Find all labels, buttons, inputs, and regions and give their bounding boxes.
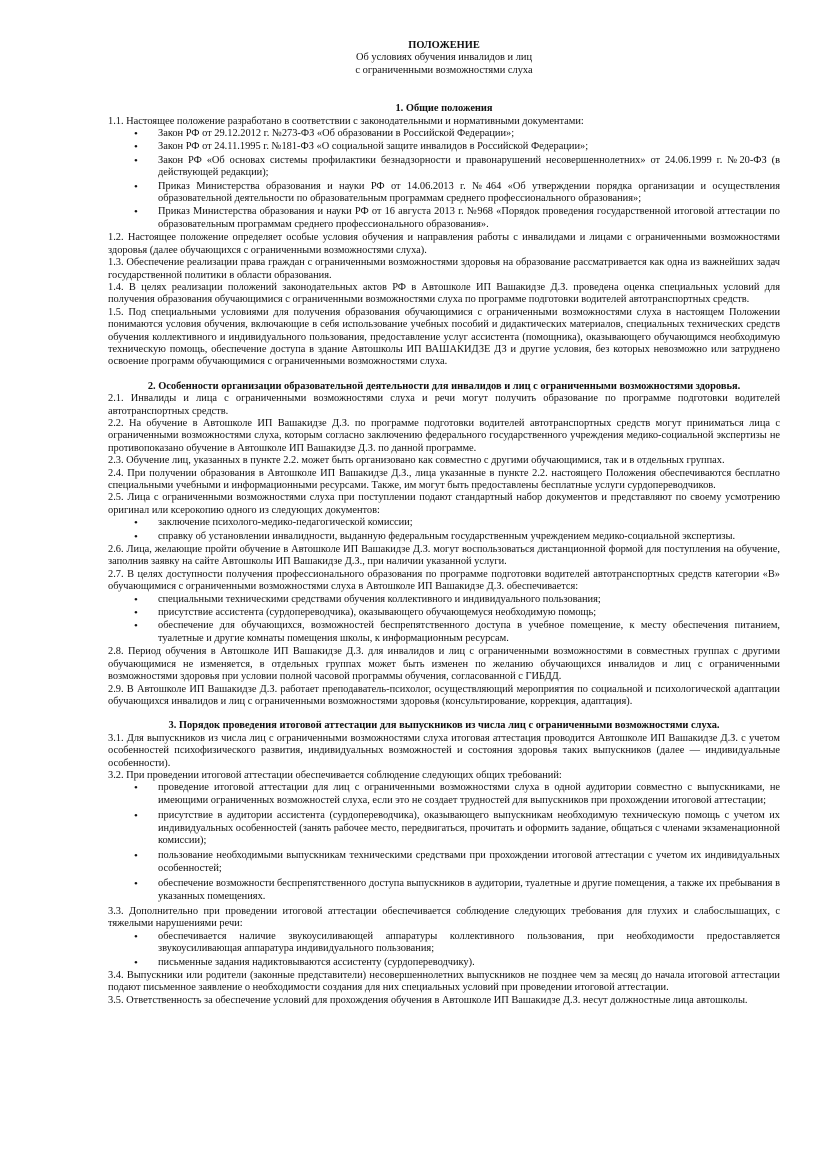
paragraph: 3.2. При проведении итоговой аттестации обеспечивается соблюдение следующих общих требований: — [108, 769, 562, 781]
paragraph: 2.9. В Автошколе ИП Вашакидзе Д.З. работает преподаватель-психолог, осуществляющий мероприятия по социальной и психологической адаптации обучающихся инвалидов и лиц с ограниченными возможностями здоровья (консультирование, коррекция, адаптация). — [108, 683, 780, 707]
list-item: • справку об установлении инвалидности, выданную федеральным государственным учреждением медико-социальной экспертизы. — [158, 531, 780, 543]
list-item: • пользование необходимыми выпускникам техническими средствами при прохождении итоговой аттестации с учетом их индивидуальных особенностей; — [158, 850, 780, 875]
list-item: • обеспечение для обучающихся, возможностей беспрепятственного доступа в учебное помещение, к месту обеспечения питанием, туалетные и другие комнаты помещения школы, к информационным ресурсам. — [158, 620, 780, 645]
document-subtitle-line1: Об условиях обучения инвалидов и лиц — [355, 52, 533, 64]
document-page — [108, 40, 780, 1007]
section-title: 1. Общие положения — [395, 103, 493, 115]
paragraph: 2.6. Лица, желающие пройти обучение в Автошколе ИП Вашакидзе Д.З. могут воспользоваться дистанционной формой для поступления на обучение, заполнив заявку на сайте Автошколы ИП Вашакидзе Д.З., при наличии указанной услуги. — [108, 544, 780, 568]
paragraph: 2.1. Инвалиды и лица с ограниченными возможностями слуха и речи могут получить образование по программе подготовки водителей автотранспортных средств. — [108, 393, 780, 417]
bullet-list — [108, 128, 780, 231]
paragraph: 1.2. Настоящее положение определяет особые условия обучения и направления работы с инвалидами и лицами с ограниченными возможностями здоровья (далее обучающихся с ограниченными возможностями слуха). — [108, 232, 780, 256]
paragraph: 3.4. Выпускники или родители (законные представители) несовершеннолетних выпускников не позднее чем за месяц до начала итоговой аттестации подают письменное заявление о необходимости создания для них специальных условий при проведении итоговой аттестации. — [108, 970, 780, 994]
list-item: • Закон РФ от 24.11.1995 г. №181-ФЗ «О социальной защите инвалидов в Российской Федерации»; — [158, 141, 780, 153]
list-item: • присутствие ассистента (сурдопереводчика), оказывающего обучающемуся необходимую помощь; — [158, 607, 780, 619]
document-heading: ПОЛОЖЕНИЕ — [408, 40, 480, 51]
bullet-list — [108, 931, 780, 969]
section-title: 3. Порядок проведения итоговой аттестации для выпускников из числа лиц с ограниченными возможностями слуха. — [168, 720, 720, 732]
paragraph: 2.5. Лица с ограниченными возможностями слуха при поступлении подают стандартный набор документов и представляют по своему усмотрению оригинал или ксерокопию одного из следующих документов: — [108, 492, 780, 516]
document-subtitle-line2: с ограниченными возможностями слуха — [355, 64, 533, 76]
paragraph: 1.5. Под специальными условиями для получения образования обучающимися с ограниченными возможностями слуха в настоящем Положении понимаются условия обучения, включающие в себя использование учебных пособий и дидактических материалов, специальных технических средств обучения коллективного и индивидуального пользования, предоставление услуг ассистента (помощника), оказывающего обучающимся необходимую техническую помощь, обеспечение доступа в здание Автошколы ИП ВАШАКИДЗЕ ДЗ и другие условия, без которых невозможно или затруднено освоение программ обучающимися с ограниченными возможностями слуха. — [108, 306, 780, 368]
document-title-block — [108, 40, 780, 77]
paragraph: 3.1. Для выпускников из числа лиц с ограниченными возможностями слуха итоговая аттестация проводится Автошколе ИП Вашакидзе Д.З. с учетом особенностей психофизического развития, индивидуальных возможностей и состояния здоровья таких выпускников (далее — индивидуальные особенности). — [108, 732, 780, 769]
paragraph: 2.8. Период обучения в Автошколе ИП Вашакидзе Д.З. для инвалидов и лиц с ограниченными возможностями в совместных группах с другими обучающимися не изменяется, в отдельных группах может быть изменен по желанию обучающихся инвалидов и лиц с ограниченными возможностями здоровья при условии полной часовой программы обучения, согласованной с ГИБДД. — [108, 646, 780, 683]
paragraph: 1.1. Настоящее положение разработано в соответствии с законодательными и нормативными документами: — [108, 115, 584, 127]
paragraph: 2.4. При получении образования в Автошколе ИП Вашакидзе Д.З., лица указанные в пункте 2.2. настоящего Положения обеспечиваются бесплатно специальными учебными и информационными ресурсами. Также, им могут быть предоставлены бесплатные услуги сурдопереводчиков. — [108, 467, 780, 491]
bullet-list — [108, 517, 780, 543]
list-item: • письменные задания надиктовываются ассистенту (сурдопереводчику). — [158, 957, 780, 969]
paragraph: 1.3. Обеспечение реализации права граждан с ограниченными возможностями здоровья на образование рассматривается как одна из важнейших задач государственной политики в области образования. — [108, 257, 780, 281]
list-item: • заключение психолого-медико-педагогической комиссии; — [158, 517, 780, 529]
paragraph: 3.3. Дополнительно при проведении итоговой аттестации обеспечивается соблюдение следующих требования для глухих и слабослышащих, с тяжелыми нарушениями речи: — [108, 906, 780, 930]
list-item: • Приказ Министерства образования и науки РФ от 16 августа 2013 г. №968 «Порядок проведения государственной итоговой аттестации по образовательным программам среднего профессионального образования». — [158, 206, 780, 231]
section-title: 2. Особенности организации образовательной деятельности для инвалидов и лиц с ограниченными возможностями здоровья. — [147, 380, 741, 392]
list-item: • проведение итоговой аттестации для лиц с ограниченными возможностями слуха в одной аудитории совместно с выпускниками, не имеющими ограниченных возможностей слуха, если это не создает трудностей для выпускников при прохождении итоговой аттестации; — [158, 782, 780, 807]
bullet-list — [108, 594, 780, 646]
list-item: • специальными техническими средствами обучения коллективного и индивидуального пользования; — [158, 594, 780, 606]
list-item: • Закон РФ от 29.12.2012 г. №273-ФЗ «Об образовании в Российской Федерации»; — [158, 128, 780, 140]
list-item: • обеспечивается наличие звукоусиливающей аппаратуры коллективного пользования, при необходимости предоставляется звукоусиливающая аппаратура индивидуального пользования; — [158, 931, 780, 956]
paragraph: 2.3. Обучение лиц, указанных в пункте 2.2. может быть организовано как совместно с другими обучающимися, так и в отдельных группах. — [108, 455, 725, 467]
paragraph: 3.5. Ответственность за обеспечение условий для прохождения обучения в Автошколе ИП Вашакидзе Д.З. несут должностные лица автошколы. — [108, 994, 748, 1006]
paragraph: 2.2. На обучение в Автошколе ИП Вашакидзе Д.З. по программе подготовки водителей автотранспортных средств могут приниматься лица с ограниченными возможностями слуха, которым согласно заключению федерального государственного учреждения медико-социальной экспертизы не противопоказано обучение в Автошколе ИП Вашакидзе Д.З. по данной программе. — [108, 417, 780, 454]
bullet-list — [108, 782, 780, 903]
paragraph: 1.4. В целях реализации положений законодательных актов РФ в Автошколе ИП Вашакидзе Д.З. проведена оценка специальных условий для получения образования обучающимися с ограниченными возможностями слуха по программе подготовки водителей автотранспортных средств. — [108, 281, 780, 306]
list-item: • обеспечение возможности беспрепятственного доступа выпускников в аудитории, туалетные и другие помещения, а также их пребывания в указанных помещениях. — [158, 878, 780, 903]
document-body — [108, 103, 780, 1007]
paragraph: 2.7. В целях доступности получения профессионального образования по программе подготовки водителей автотранспортных средств категории «В» обучающимися с ограниченными возможностями слуха в Автошколе ИП Вашакидзе Д.З. обеспечивается: — [108, 568, 780, 593]
list-item: • Закон РФ «Об основах системы профилактики безнадзорности и правонарушений несовершеннолетних» от 24.06.1999 г. №20-ФЗ (в действующей редакции); — [158, 155, 780, 180]
list-item: • Приказ Министерства образования и науки РФ от 14.06.2013 г. №464 «Об утверждении порядка организации и осуществления образовательной деятельности по образовательным программам среднего профессионального образования»; — [158, 181, 780, 206]
list-item: • присутствие в аудитории ассистента (сурдопереводчика), оказывающего выпускникам необходимую техническую помощь с учетом их индивидуальных особенностей (занять рабочее место, передвигаться, прочитать и оформить задание, общаться с членами экзаменационной комиссии); — [158, 810, 780, 847]
